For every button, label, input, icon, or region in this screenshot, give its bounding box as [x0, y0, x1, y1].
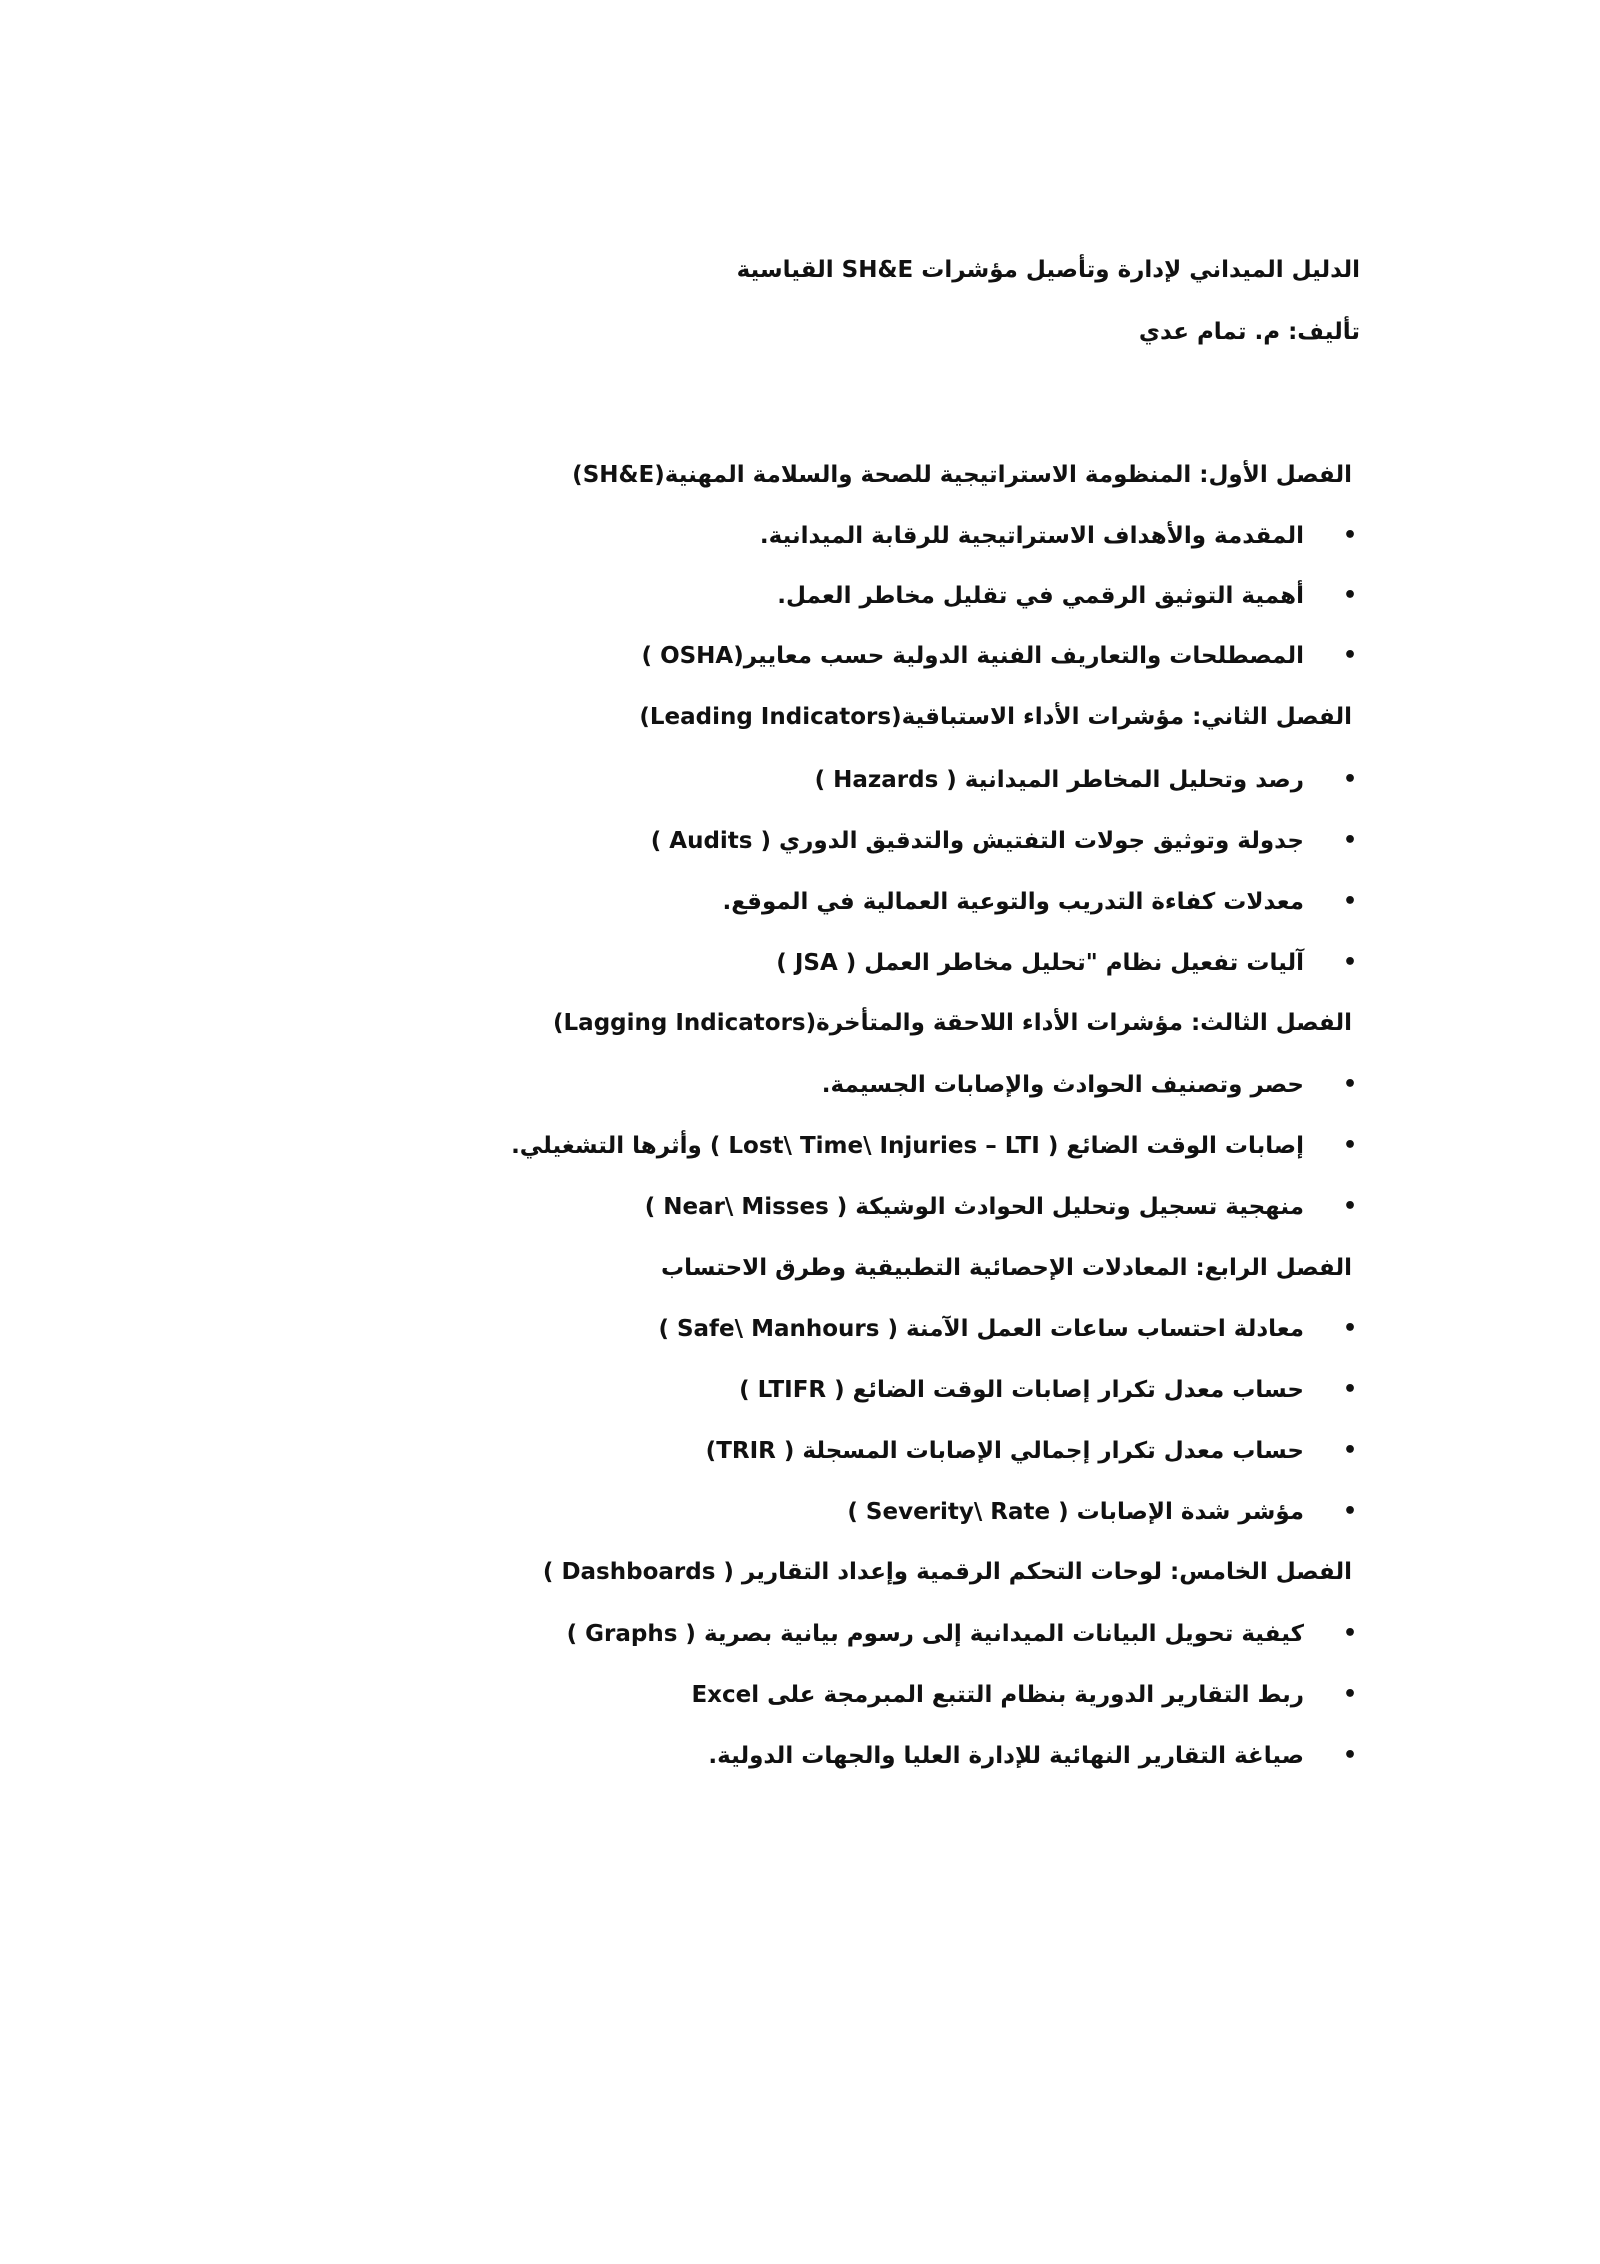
- bullet-icon: •: [1342, 1194, 1358, 1219]
- list-item: [691, 1677, 1360, 1713]
- list-item-text: معدلات كفاءة التدريب والتوعية العمالية في الموقع.: [722, 889, 1304, 915]
- document-title: الدليل الميداني لإدارة وتأصيل مؤشرات SH&E القياسية: [736, 257, 1360, 283]
- bullet-icon: •: [1342, 1499, 1358, 1524]
- list-item-text: آليات تفعيل نظام "تحليل مخاطر العمل ( JSA ): [776, 950, 1304, 976]
- list-item-text: المقدمة والأهداف الاستراتيجية للرقابة الميدانية.: [759, 523, 1304, 549]
- list-item: [739, 1372, 1360, 1408]
- list-item: [760, 518, 1360, 554]
- list-item: [651, 823, 1360, 859]
- bullet-icon: •: [1342, 1133, 1358, 1158]
- list-item-text: حساب معدل تكرار إجمالي الإصابات المسجلة ( TRIR): [705, 1438, 1304, 1464]
- list-item-text: جدولة وتوثيق جولات التفتيش والتدقيق الدوري ( Audits ): [650, 828, 1304, 854]
- list-item-text: معادلة احتساب ساعات العمل الآمنة ( Safe\ Manhours ): [658, 1316, 1304, 1342]
- list-item-text: أهمية التوثيق الرقمي في تقليل مخاطر العمل.: [777, 583, 1304, 609]
- list-item: [567, 1616, 1360, 1652]
- list-item: [777, 578, 1360, 614]
- list-item: [722, 884, 1360, 920]
- bullet-icon: •: [1342, 1682, 1358, 1707]
- chapter-heading: الفصل الأول: المنظومة الاستراتيجية للصحة والسلامة المهنية(SH&E): [572, 462, 1352, 488]
- list-item: [776, 945, 1360, 981]
- list-item: [847, 1494, 1360, 1530]
- chapter-heading: الفصل الخامس: لوحات التحكم الرقمية وإعداد التقارير ( Dashboards ): [542, 1559, 1352, 1585]
- bullet-icon: •: [1342, 889, 1358, 914]
- chapter-heading: الفصل الرابع: المعادلات الإحصائية التطبيقية وطرق الاحتساب: [661, 1255, 1352, 1281]
- bullet-icon: •: [1342, 1621, 1358, 1646]
- list-item: [642, 638, 1360, 674]
- bullet-icon: •: [1342, 950, 1358, 975]
- list-item-text: ربط التقارير الدورية بنظام التتبع المبرمجة على Excel: [691, 1682, 1304, 1708]
- bullet-icon: •: [1342, 1072, 1358, 1097]
- list-item: [708, 1738, 1360, 1774]
- list-item-text: حصر وتصنيف الحوادث والإصابات الجسيمة.: [821, 1072, 1304, 1098]
- bullet-icon: •: [1342, 1743, 1358, 1768]
- document-author: تأليف: م. تمام عدي: [1138, 319, 1360, 345]
- list-item-text: حساب معدل تكرار إصابات الوقت الضائع ( LTIFR ): [739, 1377, 1304, 1403]
- list-item-text: مؤشر شدة الإصابات ( Severity\ Rate ): [847, 1499, 1304, 1525]
- bullet-icon: •: [1342, 1438, 1358, 1463]
- list-item: [658, 1311, 1360, 1347]
- bullet-icon: •: [1342, 828, 1358, 853]
- list-item-text: رصد وتحليل المخاطر الميدانية ( Hazards ): [814, 767, 1304, 793]
- list-item-text: كيفية تحويل البيانات الميدانية إلى رسوم بيانية بصرية ( Graphs ): [566, 1621, 1304, 1647]
- bullet-icon: •: [1342, 767, 1358, 792]
- list-item: [822, 1067, 1360, 1103]
- bullet-icon: •: [1342, 643, 1358, 668]
- list-item: [815, 762, 1360, 798]
- chapter-heading: الفصل الثاني: مؤشرات الأداء الاستباقية(Leading Indicators): [639, 704, 1352, 730]
- list-item: [706, 1433, 1360, 1469]
- bullet-icon: •: [1342, 523, 1358, 548]
- bullet-icon: •: [1342, 1377, 1358, 1402]
- bullet-icon: •: [1342, 1316, 1358, 1341]
- bullet-icon: •: [1342, 583, 1358, 608]
- list-item: [645, 1189, 1360, 1225]
- chapter-heading: الفصل الثالث: مؤشرات الأداء اللاحقة والمتأخرة(Lagging Indicators): [553, 1010, 1352, 1036]
- list-item-text: منهجية تسجيل وتحليل الحوادث الوشيكة ( Near\ Misses ): [644, 1194, 1304, 1220]
- list-item-text: المصطلحات والتعاريف الفنية الدولية حسب معايير(OSHA ): [641, 643, 1304, 669]
- list-item-text: صياغة التقارير النهائية للإدارة العليا والجهات الدولية.: [708, 1743, 1304, 1769]
- list-item-text: إصابات الوقت الضائع ( Lost\ Time\ Injuries – LTI ) وأثرها التشغيلي.: [511, 1133, 1304, 1159]
- list-item: [511, 1128, 1360, 1164]
